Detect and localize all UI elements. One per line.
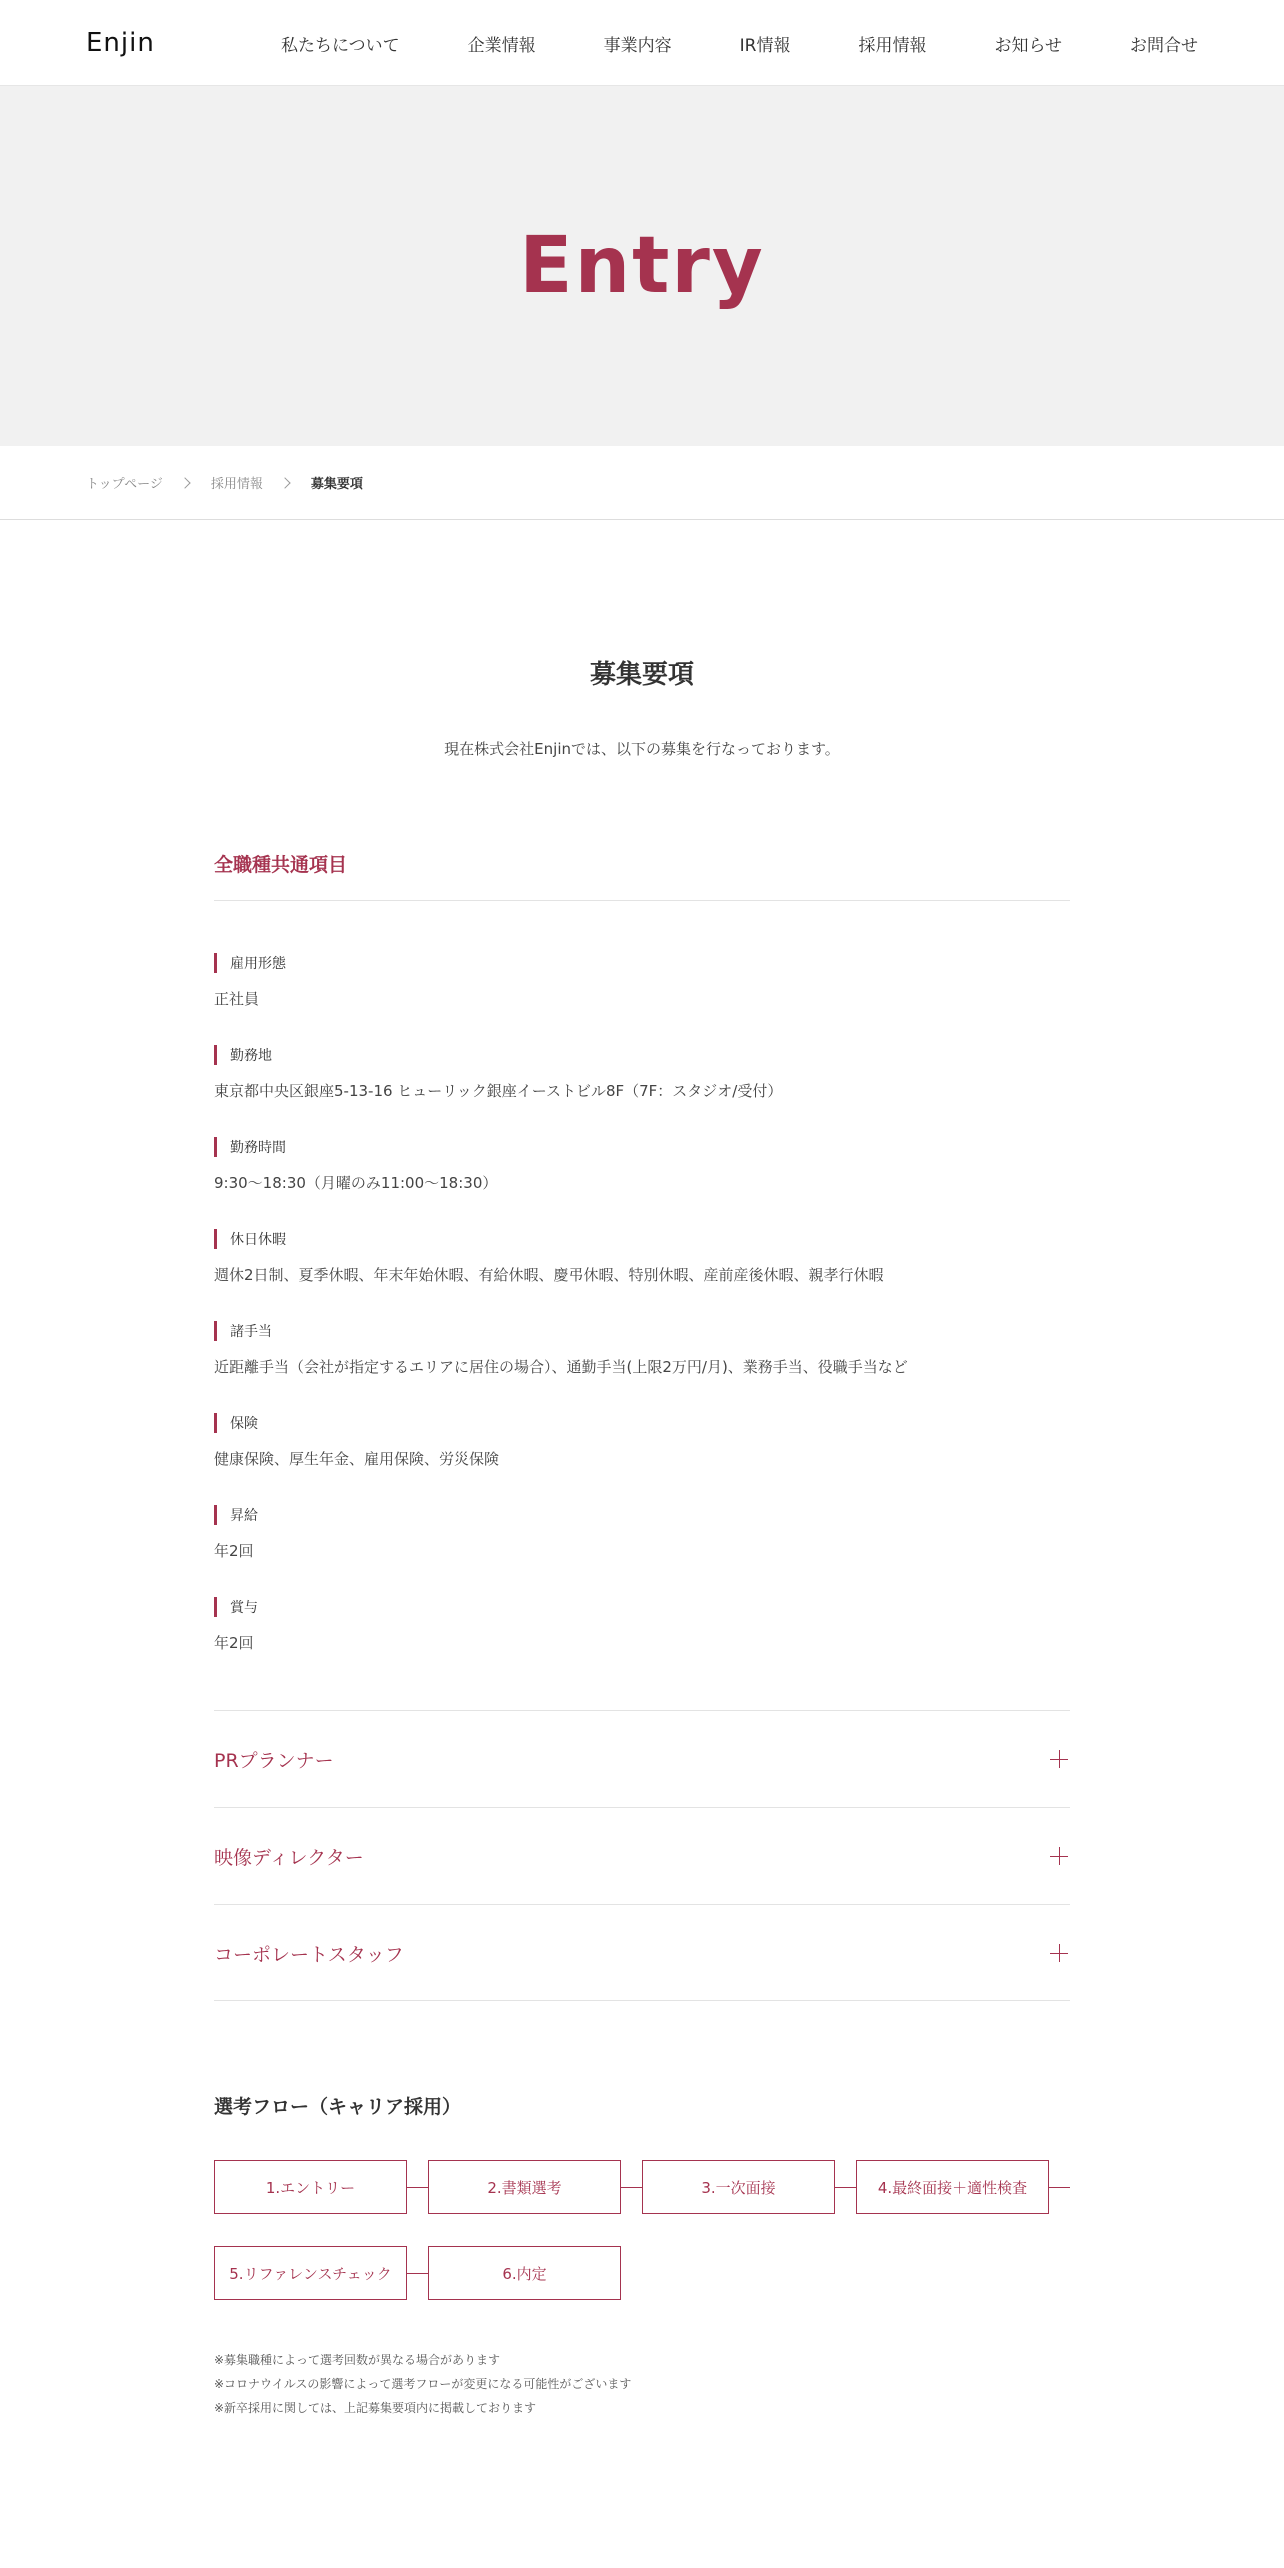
accordion-video-director[interactable]: [214, 1807, 1070, 1904]
flow-title: 選考フロー（キャリア採用）: [214, 2096, 462, 2118]
flow-connector: [1049, 2187, 1070, 2188]
breadcrumb-recruit[interactable]: 採用情報: [210, 477, 263, 492]
spec-raise: [214, 1504, 1070, 1561]
divider: [214, 900, 1070, 901]
spec-label: 諸手当: [214, 1320, 1070, 1342]
breadcrumb-current: 募集要項: [310, 477, 363, 492]
spec-label: 休日休暇: [214, 1228, 1070, 1250]
plus-icon[interactable]: [1050, 1847, 1068, 1865]
spec-work-location: [214, 1044, 1070, 1101]
hero-banner: [0, 86, 1284, 446]
spec-label: 昇給: [214, 1504, 1070, 1526]
flow-step-1: 1.エントリー: [214, 2160, 407, 2214]
divider: [214, 2000, 1070, 2001]
flow-step-2: 2.書類選考: [428, 2160, 621, 2214]
spec-value: 健康保険、厚生年金、雇用保険、労災保険: [214, 1450, 500, 1468]
plus-icon[interactable]: [1050, 1750, 1068, 1768]
nav-recruit[interactable]: 採用情報: [858, 35, 927, 56]
spec-work-hours: [214, 1136, 1070, 1193]
spec-label: 勤務時間: [214, 1136, 1070, 1158]
spec-label: 雇用形態: [214, 952, 1070, 974]
accordion-corporate-staff[interactable]: [214, 1904, 1070, 2001]
spec-value: 東京都中央区銀座5-13-16 ヒューリック銀座イーストビル8F（7F：スタジオ/受付）: [214, 1082, 783, 1100]
spec-holidays: [214, 1228, 1070, 1285]
flow-step-4: 4.最終面接＋適性検査: [856, 2160, 1049, 2214]
spec-bonus: [214, 1596, 1070, 1653]
flow-connector: [407, 2273, 428, 2274]
flow-connector: [621, 2187, 642, 2188]
nav-about[interactable]: 私たちについて: [281, 35, 400, 56]
flow-step-5: 5.リファレンスチェック: [214, 2246, 407, 2300]
nav-contact[interactable]: お問合せ: [1130, 35, 1198, 56]
spec-value: 年2回: [214, 1634, 254, 1652]
flow-notes: [214, 2348, 631, 2420]
flow-step-3: 3.一次面接: [642, 2160, 835, 2214]
note-item: ※募集職種によって選考回数が異なる場合があります: [214, 2353, 501, 2367]
flow-connector: [407, 2187, 428, 2188]
breadcrumb-top[interactable]: トップページ: [86, 477, 163, 492]
nav-news[interactable]: お知らせ: [994, 35, 1062, 56]
nav-company[interactable]: 企業情報: [467, 35, 536, 56]
chevron-right-icon: [279, 477, 290, 488]
site-header: [0, 0, 1284, 86]
plus-icon[interactable]: [1050, 1944, 1068, 1962]
hero-title: Entry: [519, 221, 765, 311]
nav-business[interactable]: 事業内容: [603, 35, 672, 56]
spec-value: 週休2日制、夏季休暇、年末年始休暇、有給休暇、慶弔休暇、特別休暇、産前産後休暇、親孝行休暇: [214, 1266, 884, 1284]
spec-value: 9:30〜18:30（月曜のみ11:00〜18:30）: [214, 1174, 498, 1192]
note-item: ※新卒採用に関しては、上記募集要項内に掲載しております: [214, 2401, 537, 2415]
spec-label: 勤務地: [214, 1044, 1070, 1066]
global-nav: [281, 0, 1198, 86]
breadcrumb: [0, 446, 1284, 520]
spec-insurance: [214, 1412, 1070, 1469]
note-item: ※コロナウイルスの影響によって選考フローが変更になる可能性がございます: [214, 2377, 632, 2391]
chevron-right-icon: [179, 477, 190, 488]
page-title: 募集要項: [589, 660, 694, 690]
logo-text: Enjin: [86, 28, 155, 58]
nav-ir[interactable]: IR情報: [739, 35, 791, 56]
flow-step-6: 6.内定: [428, 2246, 621, 2300]
accordion-title: コーポレートスタッフ: [214, 1943, 404, 1966]
logo[interactable]: [86, 28, 155, 58]
spec-label: 賞与: [214, 1596, 1070, 1618]
spec-value: 年2回: [214, 1542, 254, 1560]
intro-text: 現在株式会社Enjinでは、以下の募集を行なっております。: [444, 740, 840, 758]
spec-allowances: [214, 1320, 1070, 1377]
spec-value: 近距離手当（会社が指定するエリアに居住の場合）、通勤手当(上限2万円/月)、業務手当、役職手当など: [214, 1358, 908, 1376]
accordion-pr-planner[interactable]: [214, 1710, 1070, 1807]
common-section-heading: 全職種共通項目: [214, 854, 348, 876]
flow-connector: [835, 2187, 856, 2188]
accordion-title: PRプランナー: [214, 1749, 334, 1772]
spec-employment-type: [214, 952, 1070, 1009]
accordion-title: 映像ディレクター: [214, 1846, 364, 1869]
spec-label: 保険: [214, 1412, 1070, 1434]
spec-value: 正社員: [214, 990, 260, 1008]
